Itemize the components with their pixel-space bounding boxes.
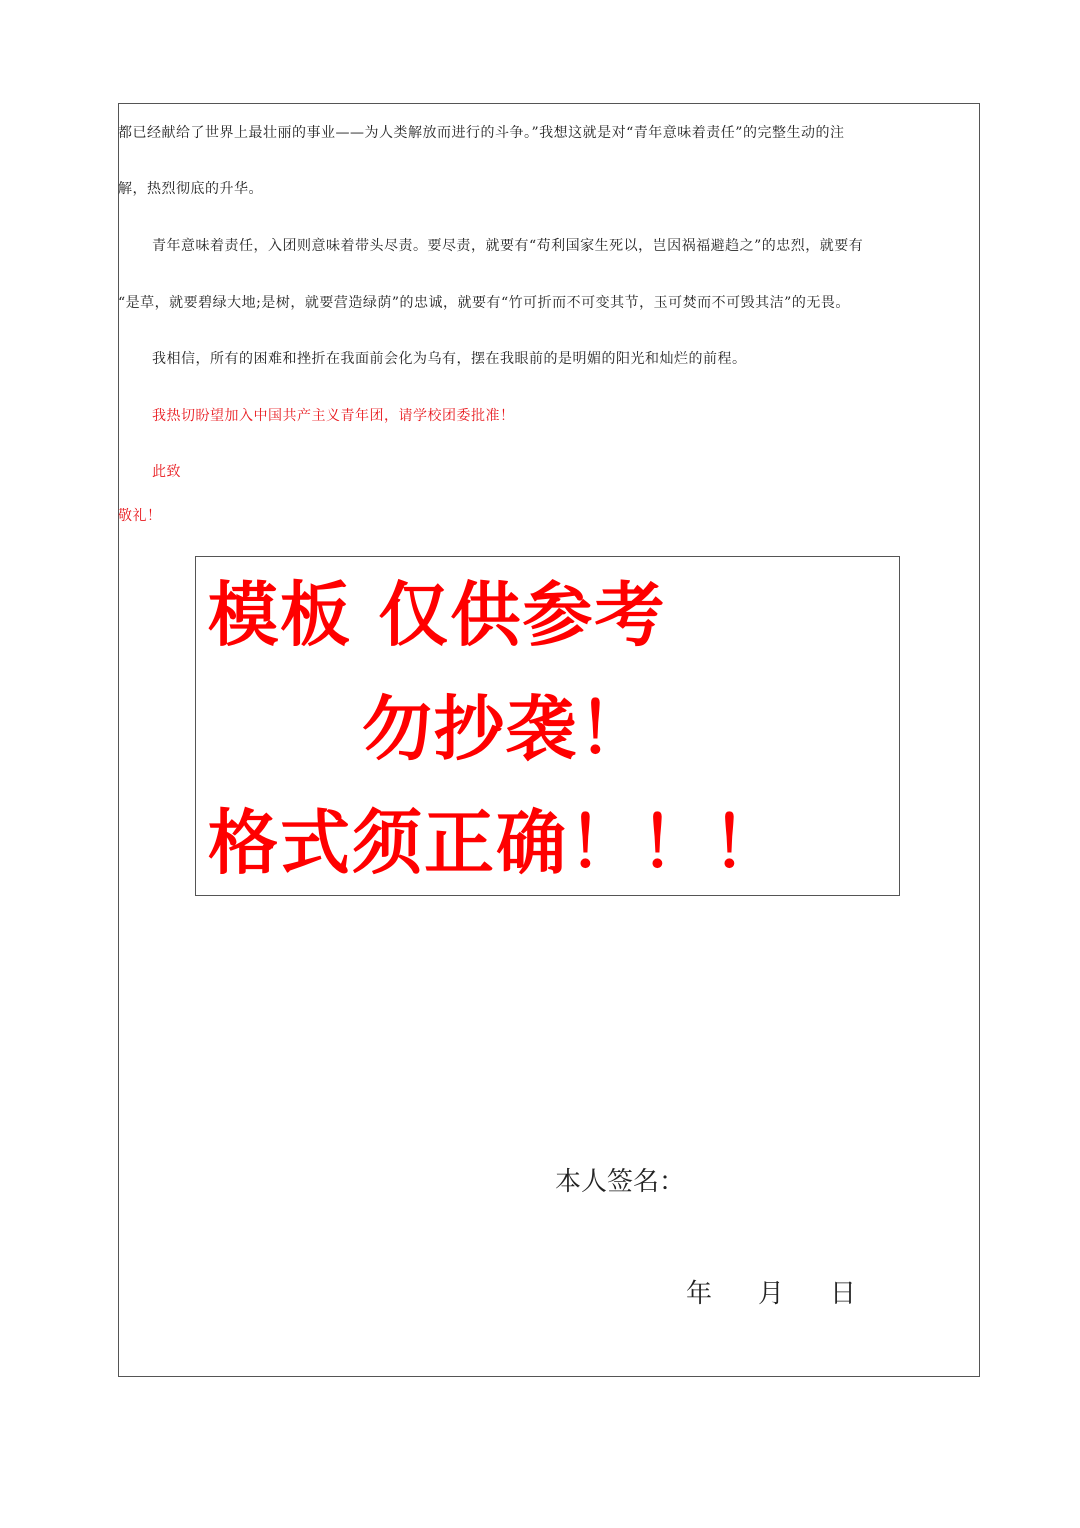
date-row bbox=[686, 1277, 856, 1311]
date-year-label: 年 bbox=[686, 1279, 713, 1309]
template-warning-box bbox=[195, 556, 900, 896]
date-day-label: 日 bbox=[830, 1279, 857, 1309]
application-request-line: 我热切盼望加入中国共产主义青年团，请学校团委批准！ bbox=[152, 408, 515, 424]
letter-line-3: 青年意味着责任，入团则意味着带头尽责。要尽责，就要有“苟利国家生死以，岂因祸福避趋之”的忠烈，就要有 bbox=[152, 238, 864, 254]
letter-line-4: “是草，就要碧绿大地;是树，就要营造绿荫”的忠诚，就要有“竹可折而不可变其节，玉可焚而不可毁其洁”的无畏。 bbox=[118, 295, 850, 311]
closing-salutation-1: 此致 bbox=[152, 464, 181, 480]
letter-line-5: 我相信，所有的困难和挫折在我面前会化为乌有，摆在我眼前的是明媚的阳光和灿烂的前程。 bbox=[152, 351, 747, 367]
warning-line-no-copy: 勿抄袭！ bbox=[362, 688, 650, 770]
date-month-label: 月 bbox=[758, 1279, 785, 1309]
warning-line-template: 模板 仅供参考 bbox=[208, 574, 667, 656]
warning-line-format: 格式须正确！！！ bbox=[208, 802, 784, 884]
closing-salutation-2: 敬礼！ bbox=[118, 508, 162, 524]
letter-line-2: 解，热烈彻底的升华。 bbox=[118, 181, 263, 197]
letter-line-1: 都已经献给了世界上最壮丽的事业——为人类解放而进行的斗争。”我想这就是对“青年意味着责任”的完整生动的注 bbox=[118, 125, 845, 141]
signature-label: 本人签名： bbox=[555, 1167, 686, 1197]
